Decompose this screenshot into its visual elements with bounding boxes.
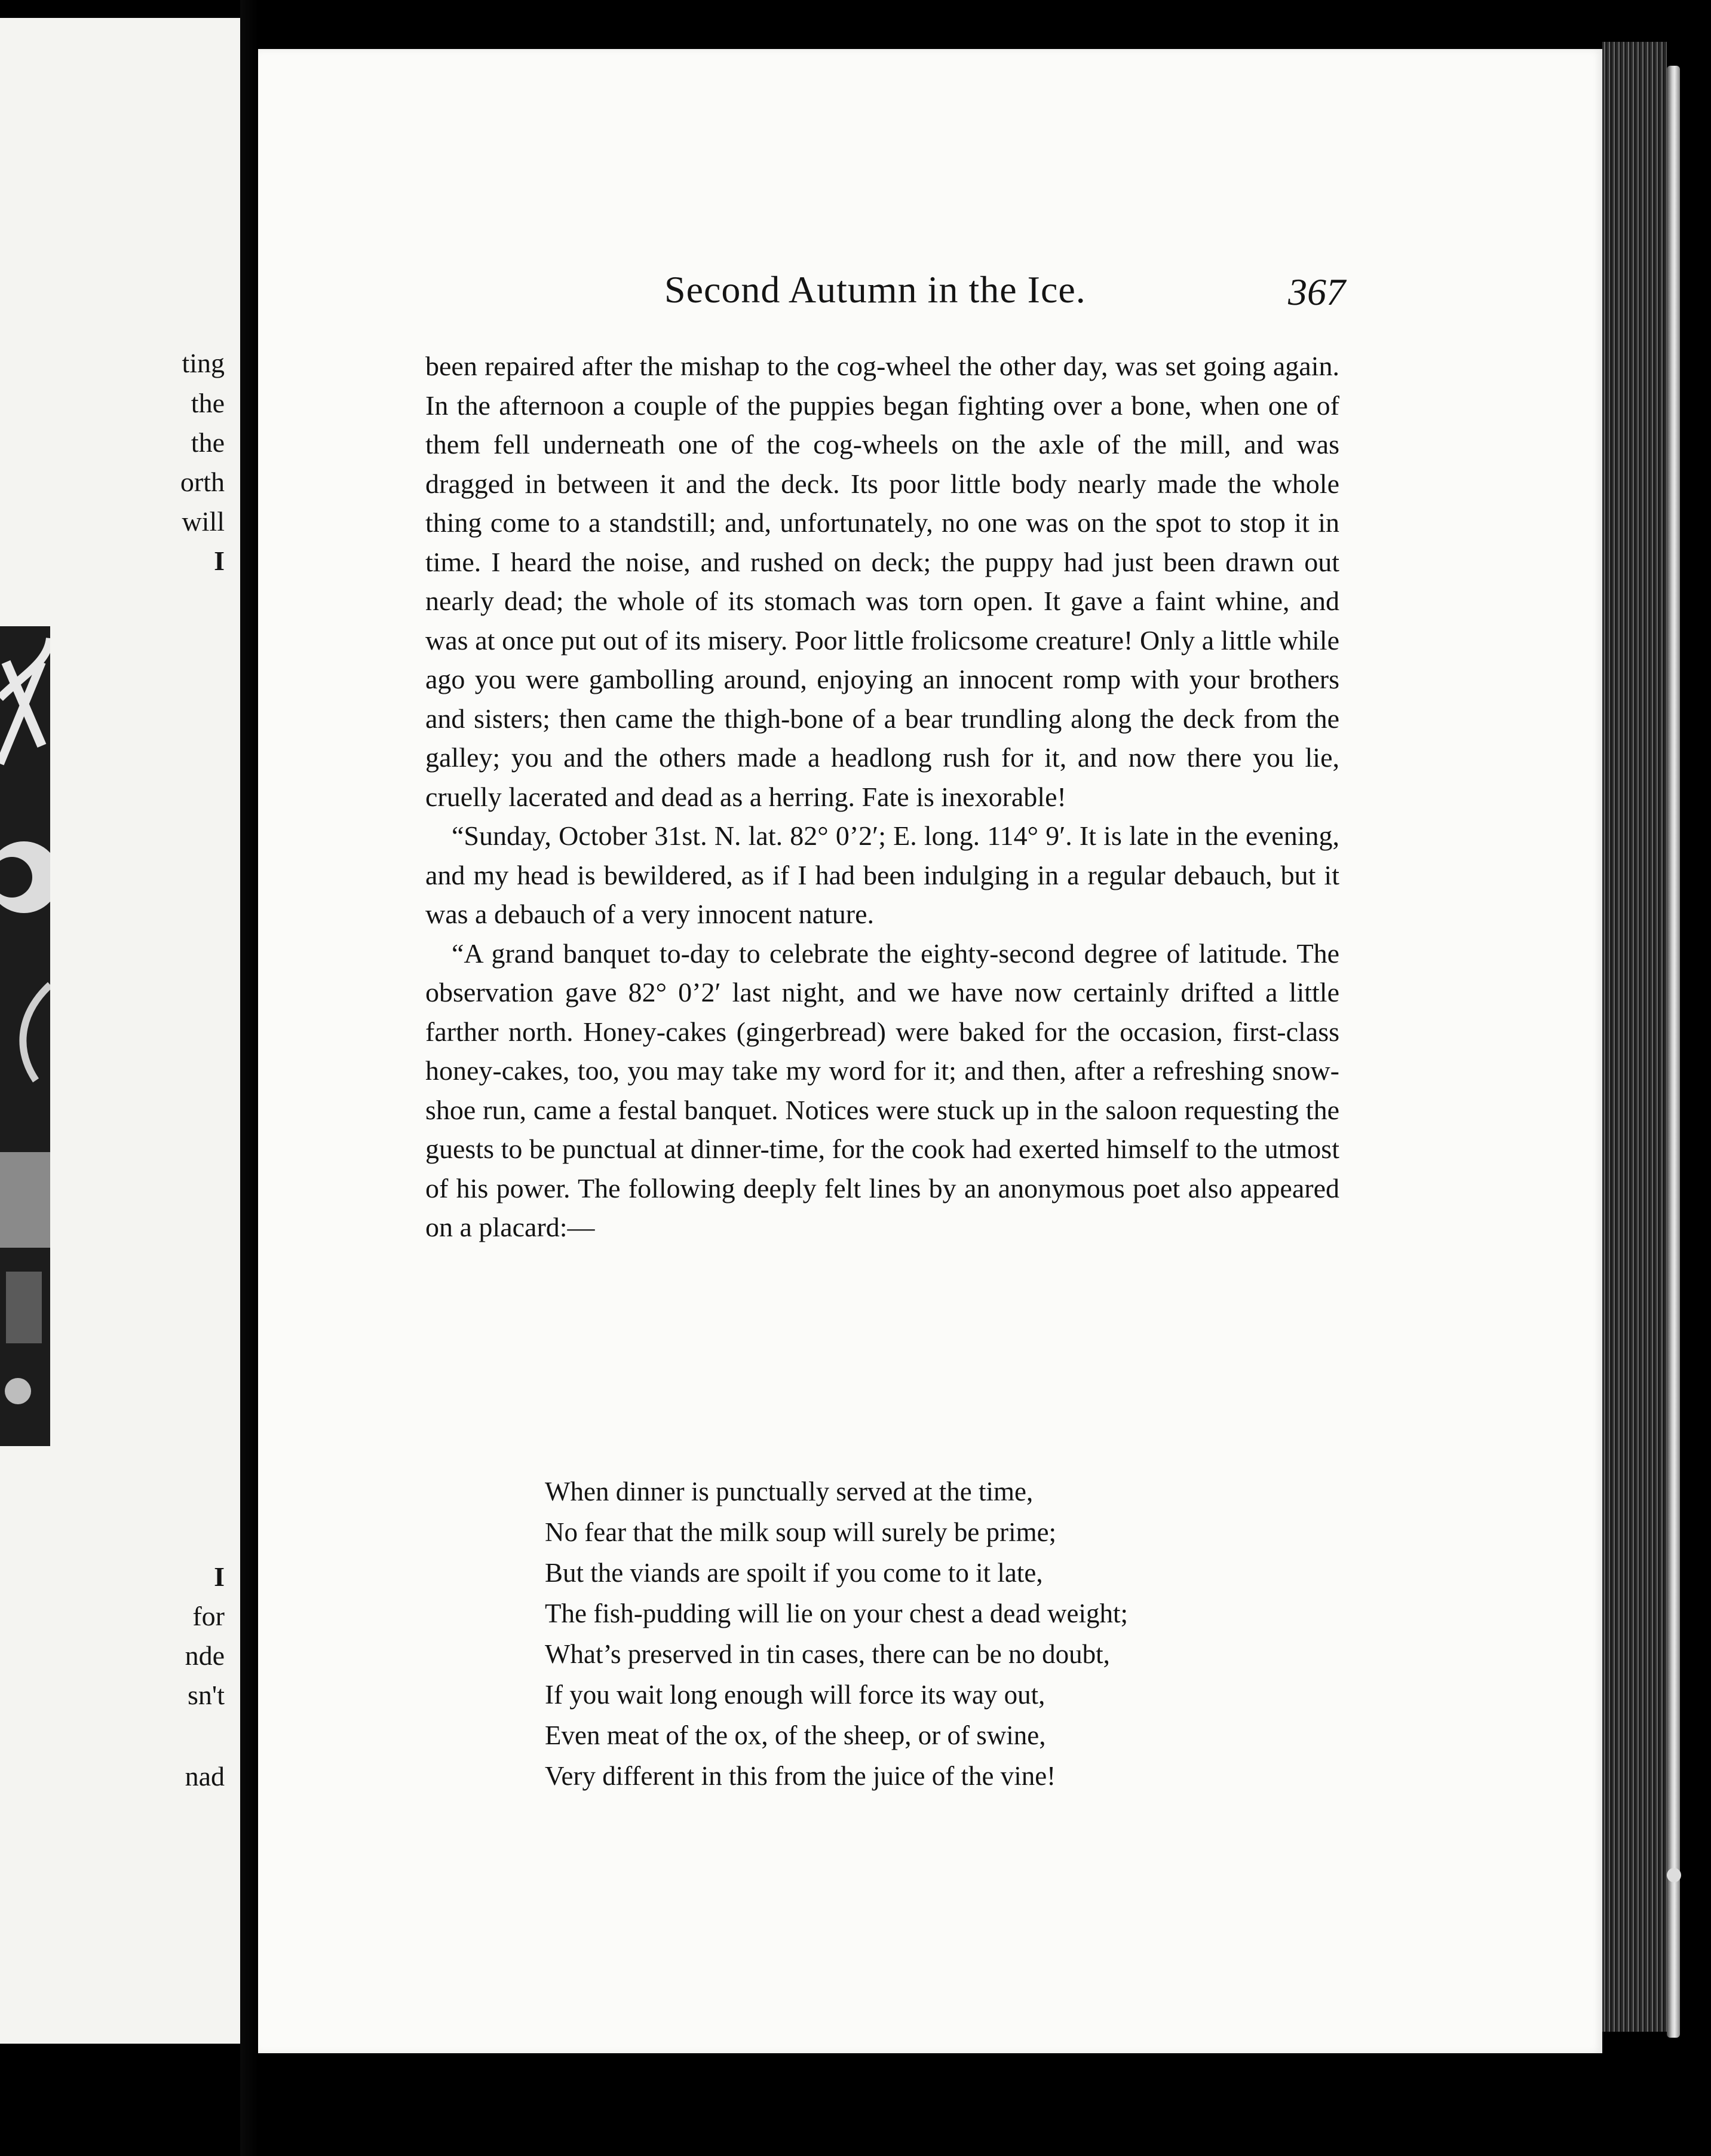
paragraph: “Sunday, October 31st. N. lat. 82° 0’2′; E. long. 114° 9′. It is late in the evening, and my head is bewildered, as if I had been indulging in a regular debauch, but it was a debauch of a very innocent nature. — [425, 820, 1339, 929]
poem-line: No fear that the milk soup will surely be prime; — [545, 1517, 1057, 1547]
left-page-text: ting — [182, 348, 225, 378]
left-page-text: the — [191, 388, 225, 418]
running-head-title: Second Autumn in the Ice. — [664, 268, 1086, 311]
poem-line: The fish-pudding will lie on your chest a dead weight; — [545, 1598, 1129, 1628]
left-page-text: the — [191, 427, 225, 458]
poem-line: But the viands are spoilt if you come to it late, — [545, 1558, 1043, 1588]
poem-line: Very different in this from the juice of the vine! — [545, 1761, 1056, 1791]
book-gutter — [240, 0, 258, 2156]
left-page-text: will — [182, 506, 225, 537]
book-cover-edge — [1667, 66, 1680, 2038]
page-number: 367 — [1288, 271, 1345, 313]
paragraph: been repaired after the mishap to the cog-wheel the other day, was set going again. In the afternoon a couple of the puppies began fighting over a bone, when one of them fell underneath one of the cog-wheels on the axle of the mill, and was dragged in between it and the deck. Its poor little body nearly made the whole thing come to a standstill; and, unfortunately, no one was on the spot to stop it in time. I heard the noise, and rushed on deck; the puppy had just been drawn out nearly dead; the whole of its stomach was torn open. It gave a faint whine, and was at once put out of its misery. Poor little frolicsome creature! Only a little while ago you were gambolling around, enjoying an innocent romp with your brothers and sisters; then came the thigh-bone of a bear trundling along the deck from the galley; you and the others made a headlong rush for it, and now there you lie, cruelly lacerated and dead as a herring. Fate is inexorable! — [425, 351, 1339, 812]
body-text — [425, 347, 1339, 1247]
paragraph: “A grand banquet to-day to celebrate the eighty-second degree of latitude. The observation gave 82° 0’2′ last night, and we have now certainly drifted a little farther north. Honey-cakes (gingerbread) were baked for the occasion, first-class honey-cakes, too, you may take my word for it; and then, after a refreshing snow-shoe run, came a festal banquet. Notices were stuck up in the saloon requesting the guests to be punctual at dinner-time, for the cook had exerted himself to the utmost of his power. The following deeply felt lines by an anonymous poet also appeared on a placard:— — [425, 938, 1339, 1242]
left-page-text: nad — [185, 1761, 225, 1791]
left-page-text: I — [214, 1561, 225, 1592]
left-page-text: sn't — [188, 1680, 225, 1710]
previous-page-fragment — [0, 18, 240, 2044]
poem-line: Even meat of the ox, of the sheep, or of swine, — [545, 1720, 1046, 1750]
illustration-drawing — [0, 626, 50, 1446]
left-page-text: for — [192, 1601, 225, 1631]
illustration-fragment — [0, 626, 50, 1446]
left-page-text: orth — [180, 467, 225, 497]
page-edges — [1602, 42, 1667, 2032]
poem-line: What’s preserved in tin cases, there can be no doubt, — [545, 1639, 1110, 1669]
poem-line: If you wait long enough will force its way out, — [545, 1680, 1045, 1710]
left-page-text: I — [214, 546, 225, 576]
clasp-dot — [1667, 1868, 1681, 1882]
poem — [545, 1471, 1262, 1796]
left-page-text: nde — [185, 1640, 225, 1671]
poem-line: When dinner is punctually served at the time, — [545, 1477, 1034, 1506]
